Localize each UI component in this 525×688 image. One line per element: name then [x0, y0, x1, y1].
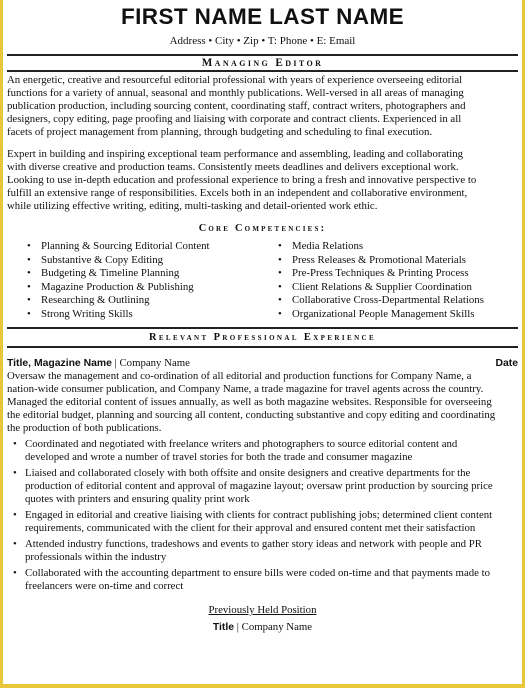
- experience-heading-text: Relevant Professional Experience: [148, 332, 377, 343]
- overview-line: the editorial budget, planning and sourcing all content, conducting substantive and copy editing and coordinating: [7, 409, 496, 421]
- headline-text: Managing Editor: [201, 57, 324, 69]
- job-bullet: [7, 509, 518, 535]
- bullet-line: developed and wrote a number of travel stories for both the trade and consumer magazine: [25, 451, 413, 463]
- competency-item: • Strong Writing Skills: [27, 308, 277, 322]
- job-title-line: [7, 357, 190, 370]
- competency-item: • Substantive & Copy Editing: [27, 254, 277, 268]
- competency-item: • Planning & Sourcing Editorial Content: [27, 240, 277, 254]
- candidate-name: FIRST NAME LAST NAME: [121, 4, 404, 29]
- overview-line: nation-wide consumer publication, and Company Name, a trade magazine for travel agents across the country.: [7, 383, 484, 395]
- bullet-line: production of editorial content and approval of magazine layout; oversaw print production by sourcing price: [25, 480, 493, 492]
- job-bullet: [7, 467, 518, 506]
- competency-item: • Organizational People Management Skills: [278, 308, 518, 322]
- job-date: Date: [495, 358, 518, 369]
- bullet-line: • Liaised and collaborated closely with both offsite and onsite designers and creative departments for the: [25, 467, 471, 479]
- summary-line: fulfill an extensive range of responsibilities. Excels both in an independent and collaborative environment,: [7, 187, 468, 199]
- previous-company: | Company Name: [234, 621, 313, 633]
- summary-line: designers, copy editing, page proofing and liaising with corporate and contract clients. Experienced in all: [7, 113, 462, 125]
- job-bullet: [7, 438, 518, 464]
- competency-item: • Media Relations: [278, 240, 518, 254]
- bullet-line: professionals within the industry: [25, 551, 167, 563]
- contact-line: Address • City • Zip • T: Phone • E: Email: [169, 35, 356, 47]
- bullet-line: • Coordinated and negotiated with freelance writers and photographers to source editorial content and: [25, 438, 458, 450]
- summary-line: An energetic, creative and resourceful editorial professional with years of experience overseeing editorial: [7, 74, 463, 86]
- divider: [7, 327, 518, 329]
- competency-item: • Magazine Production & Publishing: [27, 281, 277, 295]
- competency-item: • Budgeting & Timeline Planning: [27, 267, 277, 281]
- job-bullets: [3, 438, 522, 593]
- summary-line: functions for a variety of annual, seasonal and monthly publications. Well-versed in all areas of managing: [7, 87, 464, 99]
- competencies-grid: [3, 240, 522, 321]
- overview-line: Oversaw the management and co-ordination of all editorial and production functions for Company Name, a: [7, 370, 472, 382]
- summary-paragraph-2: [3, 148, 522, 213]
- competencies-left: [27, 240, 277, 321]
- bullet-line: requirements, communicated with the client for their approval and ensured content met their satisfaction: [25, 522, 476, 534]
- headline-banner: [7, 54, 518, 72]
- summary-line: publication production, including sourcing content, coordinating staff, contract writers, photographers and: [7, 100, 466, 112]
- competencies-heading-text: Core Competencies:: [198, 223, 327, 234]
- competencies-heading: [3, 222, 522, 235]
- summary-line: Expert in building and inspiring exceptional team performance and assembling, leading and collaborating: [7, 148, 464, 160]
- job-header: [3, 357, 522, 370]
- job-overview: [3, 370, 522, 435]
- overview-line: Managed the editorial content of issues annually, as well as both magazine websites. Responsible for overseeing: [7, 396, 492, 408]
- experience-heading: [3, 331, 522, 344]
- competency-item: • Collaborative Cross-Departmental Relations: [278, 294, 518, 308]
- job-company: | Company Name: [111, 357, 190, 369]
- bullet-line: • Collaborated with the accounting department to ensure bills were coded on-time and that payments made to: [25, 567, 491, 579]
- summary-line: with diverse creative and production teams. Consistently meets deadlines and delivers exceptional work.: [7, 161, 459, 173]
- summary-line: while utilizing effective writing, editing, multi-tasking and detail-oriented work ethic.: [7, 200, 378, 212]
- competency-item: • Client Relations & Supplier Coordination: [278, 281, 518, 295]
- summary-line: facets of project management from planning, through budgeting and scheduling to final execution.: [7, 126, 433, 138]
- summary-paragraph-1: [3, 74, 522, 139]
- bullet-line: freelancers were on-time and correct: [25, 580, 184, 592]
- overview-line: the production of both publications.: [7, 422, 162, 434]
- previous-title: Title: [212, 622, 235, 633]
- job-bullet: [7, 567, 518, 593]
- summary-line: Looking to use in-depth education and professional experience to bring a fresh and innovative perspective to: [7, 174, 477, 186]
- bullet-line: • Attended industry functions, tradeshows and events to gather story ideas and network with people and PR: [25, 538, 482, 550]
- competency-item: • Pre-Press Techniques & Printing Process: [278, 267, 518, 281]
- previous-position-heading: Previously Held Position: [208, 604, 317, 616]
- job-title: Title, Magazine Name: [7, 358, 112, 369]
- bullet-line: quotes with printers and ensuring quality print work: [25, 493, 250, 505]
- competency-item: • Researching & Outlining: [27, 294, 277, 308]
- competency-item: • Press Releases & Promotional Materials: [278, 254, 518, 268]
- competencies-right: [278, 240, 518, 321]
- job-bullet: [7, 538, 518, 564]
- bullet-line: • Engaged in editorial and creative liaising with clients for contract publishing jobs; determined client content: [25, 509, 493, 521]
- previous-title-line: [3, 621, 522, 634]
